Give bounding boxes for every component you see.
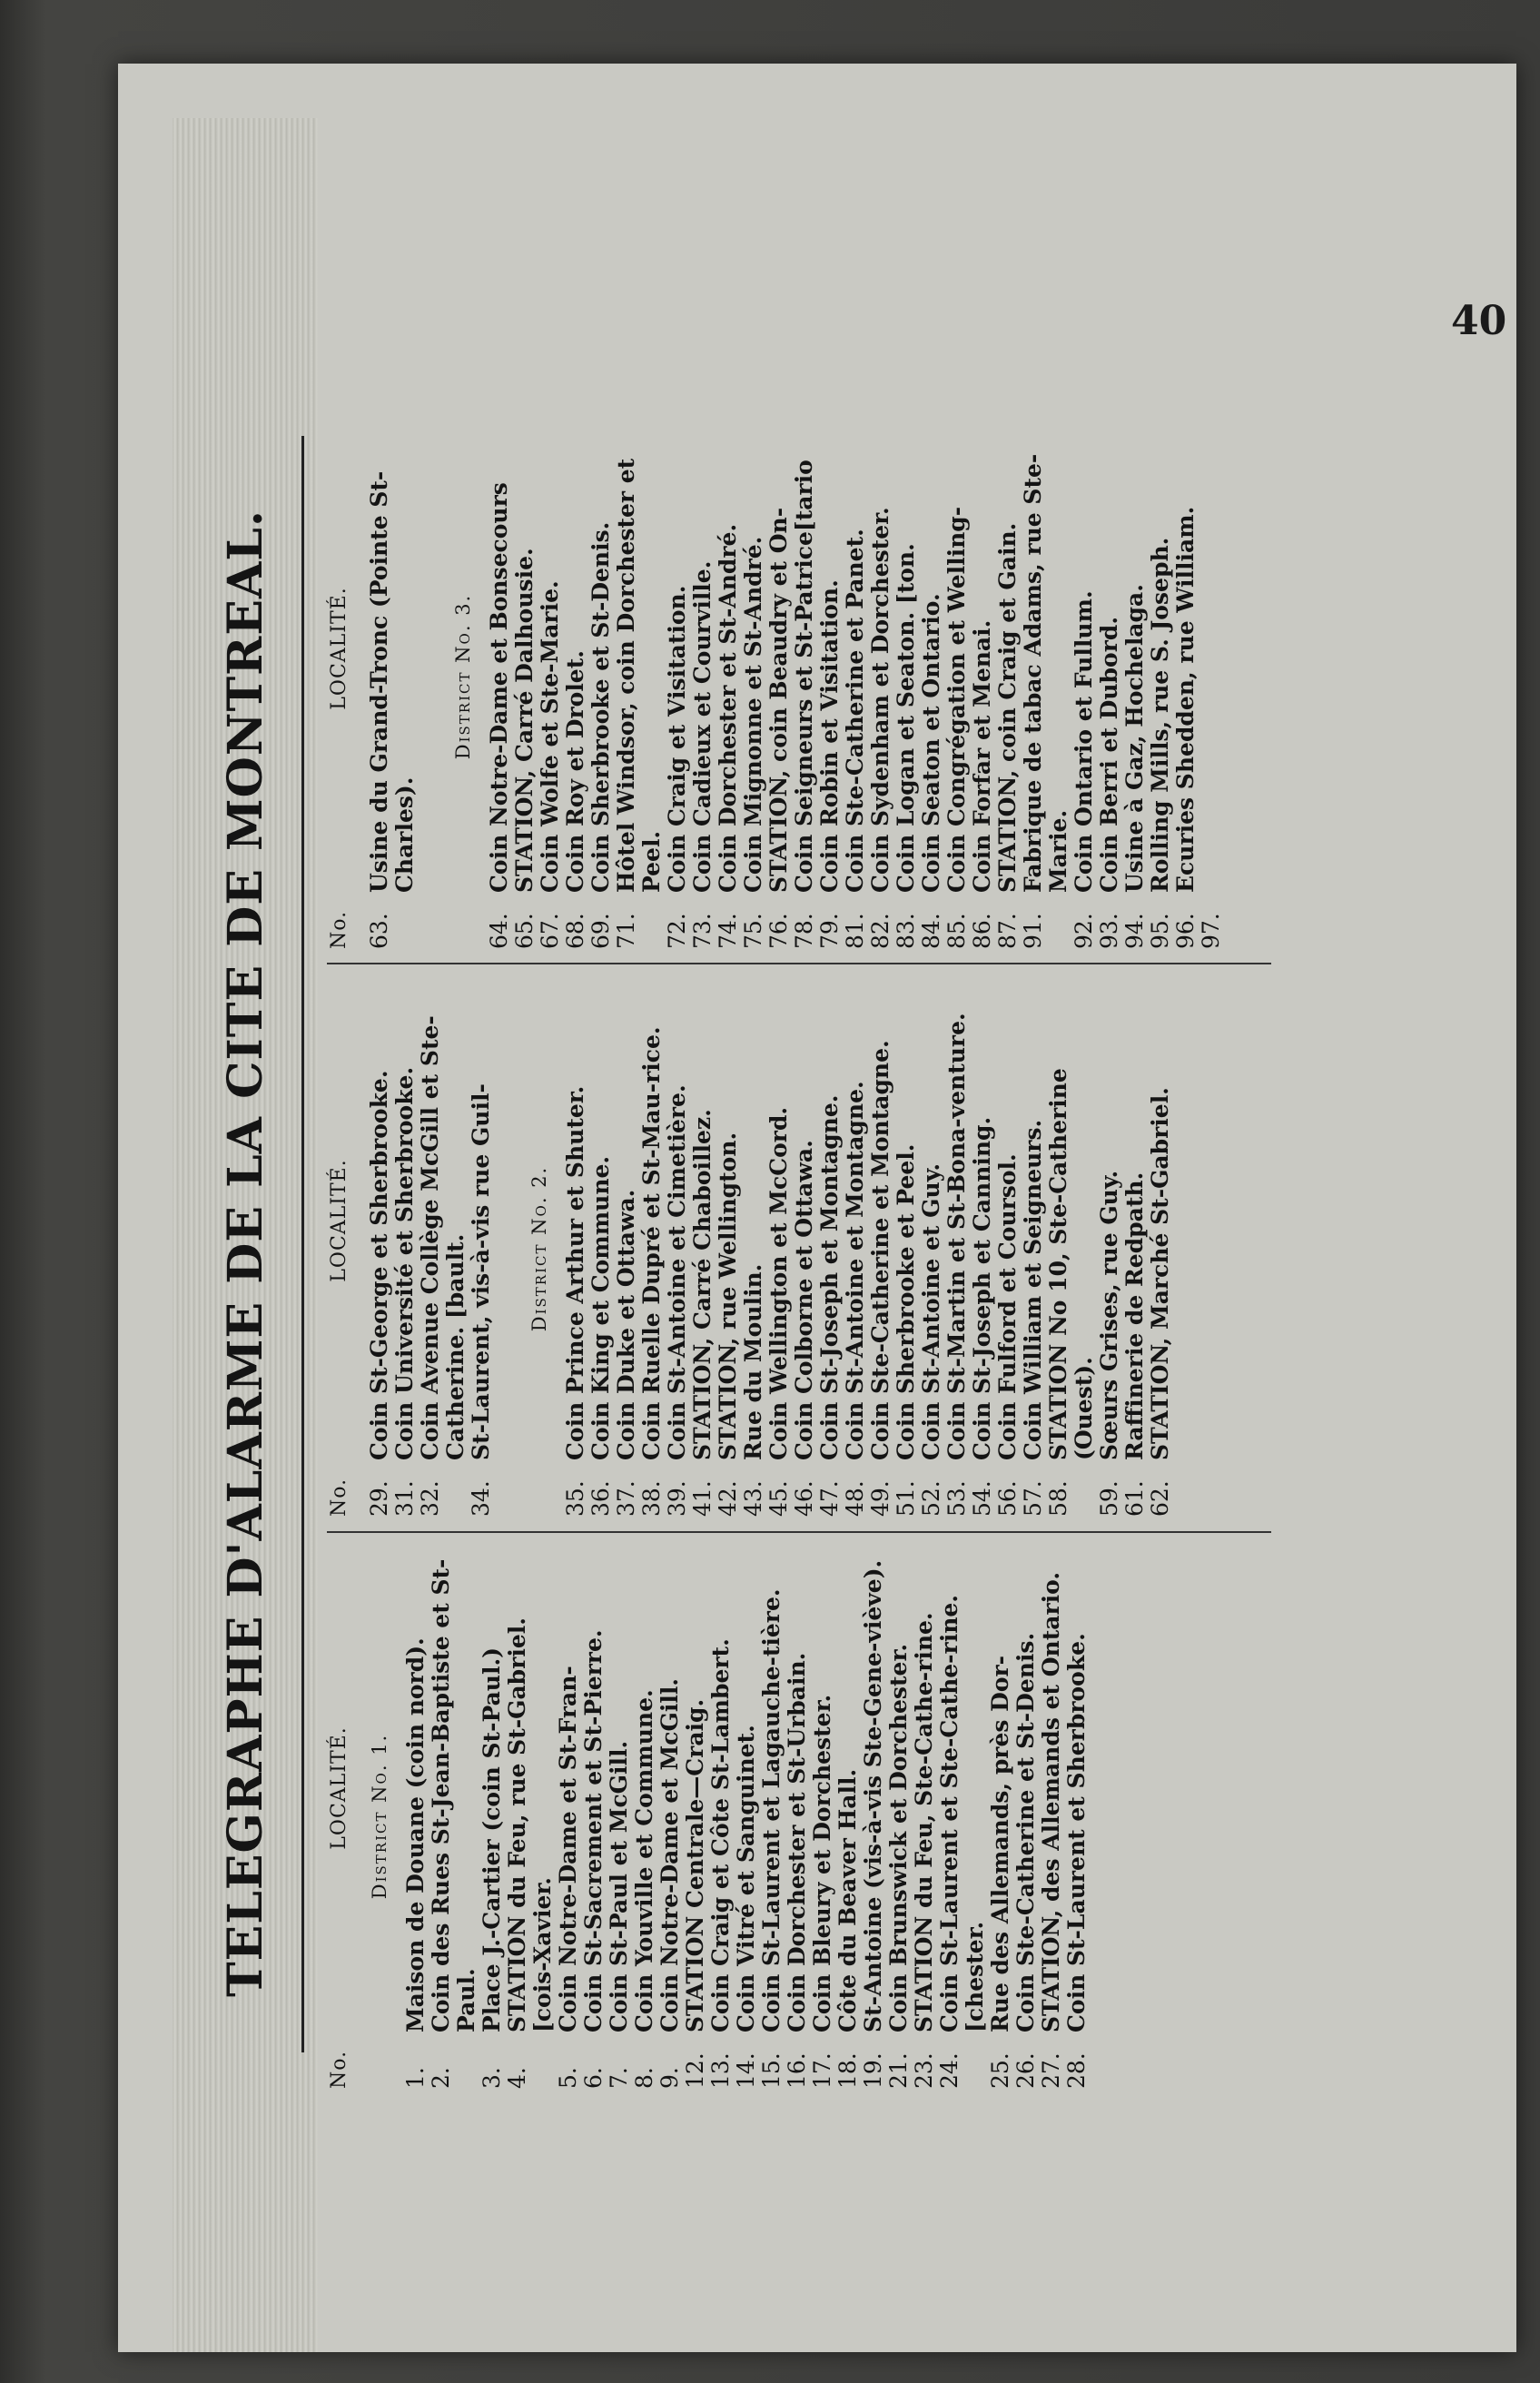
alarm-number: 49.: [867, 1480, 893, 1517]
list-item: [588, 981, 614, 1517]
alarm-location: Coin Vitré et Sanguinet.: [733, 1725, 759, 2032]
alarm-location: Coin Mignonne et St-André.: [740, 536, 766, 893]
rotated-table: [218, 400, 1289, 2107]
list-item: [843, 981, 868, 1517]
alarm-location: Coin Sydenham et Dorchester.: [867, 507, 893, 893]
alarm-location: STATION, rue Wellington.: [715, 1132, 741, 1460]
list-item: [683, 1544, 708, 2089]
alarm-number: 48.: [842, 1480, 868, 1517]
alarm-number: 63.: [366, 913, 392, 949]
alarm-number: 71.: [613, 913, 639, 949]
list-item: [741, 981, 766, 1517]
list-item: [785, 1544, 810, 2089]
alarm-number: 94.: [1121, 913, 1148, 949]
alarm-number: 87.: [994, 913, 1021, 949]
list-item: [734, 1544, 759, 2089]
alarm-location: Côte du Beaver Hall.: [834, 1768, 861, 2032]
alarm-number: 82.: [867, 913, 893, 949]
list-item: [843, 404, 868, 949]
list-item: [469, 981, 494, 1517]
alarm-number: 7.: [606, 2067, 632, 2089]
list-item: [1039, 1544, 1064, 2089]
header-no: No.: [328, 910, 350, 949]
alarm-number: 12.: [682, 2052, 708, 2089]
alarm-location: Coin Cadieux et Courville.: [689, 560, 716, 893]
list-item: [893, 404, 919, 949]
alarm-location: Fabrique de tabac Adams, rue Ste-Marie.: [1020, 453, 1071, 893]
alarm-location: [1199, 404, 1224, 893]
alarm-location: Coin Congrégation et Welling-: [943, 506, 970, 893]
list-item: [1071, 404, 1097, 949]
alarm-location: Coin Notre-Dame et St-Fran-: [555, 1666, 581, 2032]
alarm-number: 32.: [417, 1480, 443, 1517]
list-item: [690, 981, 716, 1517]
column-1: [327, 1544, 1090, 2089]
alarm-location: Coin Fulford et Coursol.: [994, 1153, 1021, 1460]
list-item: [861, 1544, 886, 2089]
alarm-location: Rolling Mills, rue S. Joseph.: [1147, 537, 1173, 893]
list-item: [403, 1544, 429, 2089]
alarm-location: Sœurs Grises, rue Guy.: [1096, 1170, 1122, 1460]
list-item: [944, 981, 970, 1517]
alarm-location: Coin Brunswick et Dorchester.: [885, 1643, 912, 2032]
alarm-location: Coin Berri et Dubord.: [1096, 616, 1122, 893]
alarm-location: Coin Robin et Visitation.: [816, 579, 843, 893]
alarm-location: STATION No 10, Ste-Catherine (Ouest).: [1045, 1068, 1097, 1460]
alarm-location: Coin Université et Sherbrooke.: [391, 1066, 418, 1460]
alarm-location: Coin St-Joseph et Montagne.: [816, 1094, 843, 1460]
list-item: [1122, 981, 1148, 1517]
header-no: No.: [328, 2050, 350, 2089]
list-item: [810, 1544, 835, 2089]
alarm-number: 42.: [715, 1480, 741, 1517]
list-item: [1013, 1544, 1039, 2089]
alarm-location: STATION, Carré Dalhousie.: [511, 548, 538, 893]
list-item: [970, 404, 995, 949]
alarm-number: 18.: [834, 2052, 861, 2089]
alarm-location: Raffinerie de Redpath.: [1121, 1172, 1148, 1460]
alarm-number: 57.: [1020, 1480, 1046, 1517]
list-item: [937, 1544, 988, 2089]
alarm-location: Coin Ste-Catherine et Panet.: [842, 529, 868, 893]
list-item: [912, 1544, 937, 2089]
column-divider-1: [327, 1531, 1271, 1533]
list-item: [766, 404, 792, 949]
header-localite: LOCALITÉ.: [328, 1159, 350, 1282]
alarm-location: Rue du Moulin.: [740, 1263, 766, 1460]
alarm-location: Coin Craig et Côte St-Lambert.: [707, 1638, 734, 2032]
alarm-location: Hôtel Windsor, coin Dorchester et Peel.: [613, 458, 665, 893]
district-heading: District No. 1.: [369, 1733, 390, 1900]
alarm-location: St-Antoine (vis-à-vis Ste-Gene-viève).: [860, 1559, 886, 2032]
alarm-number: 16.: [784, 2052, 810, 2089]
alarm-location: STATION Centrale—Craig.: [682, 1698, 708, 2032]
district-heading: District No. 3.: [452, 593, 474, 760]
alarm-location: Coin Seaton et Ontario.: [918, 593, 944, 893]
list-item: [607, 1544, 632, 2089]
alarm-location: Rue des Allemands, près Dor-: [987, 1655, 1013, 2032]
list-item: [716, 981, 741, 1517]
alarm-number: 59.: [1096, 1480, 1122, 1517]
list-item: [1173, 404, 1199, 949]
alarm-number: 73.: [689, 913, 716, 949]
alarm-number: 1.: [402, 2067, 429, 2089]
list-item: [817, 981, 843, 1517]
alarm-location: Ecuries Shedden, rue William.: [1172, 506, 1199, 893]
list-item: [766, 981, 792, 1517]
alarm-number: 79.: [816, 913, 843, 949]
list-item: [538, 404, 563, 949]
list-item: [995, 981, 1021, 1517]
alarm-number: 24.: [936, 2052, 962, 2089]
list-item: [1199, 404, 1224, 949]
alarm-location: Coin Ontario et Fullum.: [1071, 590, 1097, 893]
column-divider-2: [327, 963, 1271, 964]
alarm-location: STATION, Marché St-Gabriel.: [1147, 1087, 1173, 1460]
alarm-location: Coin William et Seigneurs.: [1020, 1119, 1046, 1460]
block-spacer: [494, 981, 519, 1517]
list-item: [886, 1544, 912, 2089]
alarm-number: 53.: [943, 1480, 970, 1517]
list-item: [479, 1544, 505, 2089]
alarm-number: 72.: [664, 913, 690, 949]
alarm-number: 62.: [1147, 1480, 1173, 1517]
alarm-number: 13.: [707, 2052, 734, 2089]
list-item: [588, 404, 614, 949]
alarm-number: 5.: [555, 2067, 581, 2089]
alarm-location: Coin Wellington et McCord.: [765, 1106, 792, 1460]
alarm-location: STATION du Feu, rue St-Gabriel. [cois-Xavier.: [504, 1617, 556, 2032]
alarm-number: 23.: [911, 2052, 937, 2089]
list-item: [614, 404, 665, 949]
alarm-location: St-Laurent, vis-à-vis rue Guil-: [468, 1083, 494, 1460]
list-item: [835, 1544, 861, 2089]
alarm-location: Coin Prince Arthur et Shuter.: [562, 1085, 588, 1460]
alarm-location: Coin Avenue Collège McGill et Ste-Catherine. [bault.: [417, 1015, 469, 1460]
alarm-number: 96.: [1172, 913, 1199, 949]
alarm-number: 86.: [969, 913, 995, 949]
alarm-number: 67.: [537, 913, 563, 949]
list-item: [1021, 404, 1071, 949]
alarm-location: Coin St-Antoine et Montagne.: [842, 1081, 868, 1460]
list-item: [944, 404, 970, 949]
alarm-number: 8.: [631, 2067, 657, 2089]
list-item: [868, 404, 893, 949]
list-item: [988, 1544, 1013, 2089]
header-no: No.: [328, 1478, 350, 1517]
list-item: [512, 404, 538, 949]
alarm-number: 52.: [918, 1480, 944, 1517]
list-item: [429, 1544, 479, 2089]
alarm-location: STATION, des Allemands et Ontario.: [1038, 1571, 1064, 2032]
list-item: [792, 404, 817, 949]
alarm-location: Coin St-George et Sherbrooke.: [366, 1070, 392, 1460]
alarm-location: Coin St-Antoine et Guy.: [918, 1162, 944, 1460]
list-item: [505, 1544, 556, 2089]
list-item: [639, 981, 665, 1517]
title-rule: [301, 436, 304, 2052]
list-item: [893, 981, 919, 1517]
alarm-number: 51.: [893, 1480, 919, 1517]
list-item: [690, 404, 716, 949]
list-item: [665, 981, 690, 1517]
alarm-number: 38.: [638, 1480, 665, 1517]
alarm-number: 15.: [758, 2052, 785, 2089]
list-item: [563, 981, 588, 1517]
alarm-number: 9.: [656, 2067, 683, 2089]
alarm-location: Coin Ruelle Dupré et St-Mau-rice.: [638, 1026, 665, 1460]
column-header: [327, 404, 352, 949]
alarm-number: 34.: [468, 1480, 494, 1517]
list-item: [708, 1544, 734, 2089]
list-item: [741, 404, 766, 949]
alarm-location: Coin Notre-Dame et McGill.: [656, 1677, 683, 2032]
alarm-number: 58.: [1045, 1480, 1071, 1517]
alarm-number: 56.: [994, 1480, 1021, 1517]
list-item: [632, 1544, 657, 2089]
alarm-number: 74.: [715, 913, 741, 949]
list-item: [1148, 981, 1173, 1517]
header-localite: LOCALITÉ.: [328, 1726, 350, 1850]
list-item: [970, 981, 995, 1517]
list-item: [1097, 981, 1122, 1517]
alarm-number: 65.: [511, 913, 538, 949]
alarm-location: Coin des Rues St-Jean-Baptiste et St-Paul.: [428, 1558, 479, 2032]
alarm-number: 83.: [893, 913, 919, 949]
alarm-number: 91.: [1020, 913, 1046, 949]
alarm-number: 97.: [1198, 913, 1224, 949]
list-item: [1122, 404, 1148, 949]
alarm-number: 81.: [842, 913, 868, 949]
list-item: [1148, 404, 1173, 949]
alarm-number: 21.: [885, 2052, 912, 2089]
alarm-number: 2.: [428, 2067, 454, 2089]
list-item: [392, 981, 418, 1517]
alarm-location: Coin Duke et Ottawa.: [613, 1189, 639, 1460]
alarm-number: 28.: [1063, 2052, 1090, 2089]
page-title: TELEGRAPHE D'ALARME DE LA CITE DE MONTREAL.: [218, 509, 273, 1998]
column-header: [327, 1544, 352, 2089]
alarm-location: Coin Craig et Visitation.: [664, 585, 690, 893]
alarm-number: 78.: [791, 913, 817, 949]
alarm-number: 14.: [733, 2052, 759, 2089]
alarm-location: Place J.-Cartier (coin St-Paul.): [479, 1647, 505, 2032]
alarm-location: Coin Bleury et Dorchester.: [809, 1694, 835, 2032]
alarm-number: 92.: [1071, 913, 1097, 949]
alarm-number: 41.: [689, 1480, 716, 1517]
list-item: [665, 404, 690, 949]
alarm-location: STATION, Carré Chaboillez.: [689, 1109, 716, 1460]
list-item: [868, 981, 893, 1517]
alarm-number: 93.: [1096, 913, 1122, 949]
alarm-location: Coin Colborne et Ottawa.: [791, 1140, 817, 1460]
alarm-location: Coin Wolfe et Ste-Marie.: [537, 580, 563, 893]
alarm-number: 61.: [1121, 1480, 1148, 1517]
alarm-number: 43.: [740, 1480, 766, 1517]
alarm-number: 36.: [587, 1480, 614, 1517]
list-item: [614, 981, 639, 1517]
alarm-number: 37.: [613, 1480, 639, 1517]
alarm-number: 85.: [943, 913, 970, 949]
alarm-location: Coin King et Commune.: [587, 1155, 614, 1460]
column-header: [327, 981, 352, 1517]
alarm-location: STATION, coin Beaudry et On-: [765, 507, 792, 893]
block-spacer: [418, 404, 443, 949]
alarm-location: Usine à Gaz, Hochelaga.: [1121, 584, 1148, 893]
alarm-location: Coin St-Laurent et Lagauche-tière.: [758, 1588, 785, 2032]
alarm-number: 54.: [969, 1480, 995, 1517]
list-item: [759, 1544, 785, 2089]
district-heading: District No. 2.: [528, 1165, 550, 1332]
list-item: [563, 404, 588, 949]
page-number: 40: [1451, 298, 1507, 344]
list-item: [817, 404, 843, 949]
alarm-number: 27.: [1038, 2052, 1064, 2089]
alarm-number: 25.: [987, 2052, 1013, 2089]
alarm-number: 3.: [479, 2067, 505, 2089]
list-item: [581, 1544, 607, 2089]
alarm-number: 35.: [562, 1480, 588, 1517]
alarm-number: 46.: [791, 1480, 817, 1517]
list-item: [919, 981, 944, 1517]
alarm-location: Coin Ste-Catherine et Montagne.: [867, 1040, 893, 1460]
alarm-location: Coin St-Martin et St-Bona-venture.: [943, 1013, 970, 1460]
alarm-number: 45.: [765, 1480, 792, 1517]
list-item: [1097, 404, 1122, 949]
list-item: [1046, 981, 1097, 1517]
alarm-number: 6.: [580, 2067, 607, 2089]
column-2: [327, 981, 1173, 1517]
list-item: [556, 1544, 581, 2089]
header-localite: LOCALITÉ.: [328, 587, 350, 710]
alarm-location: Maison de Douane (coin nord).: [402, 1637, 429, 2032]
list-item: [367, 981, 392, 1517]
list-item: [657, 1544, 683, 2089]
alarm-number: 19.: [860, 2052, 886, 2089]
alarm-location: Coin Logan et Seaton. [ton.: [893, 543, 919, 893]
alarm-location: Coin Roy et Drolet.: [562, 650, 588, 893]
alarm-number: 69.: [587, 913, 614, 949]
alarm-number: 68.: [562, 913, 588, 949]
alarm-number: 4.: [504, 2067, 530, 2089]
alarm-number: 76.: [765, 913, 792, 949]
alarm-number: 39.: [664, 1480, 690, 1517]
alarm-location: Coin St-Laurent et Ste-Cathe-rine. [chester.: [936, 1595, 988, 2032]
alarm-location: STATION, coin Craig et Gain.: [994, 522, 1021, 893]
list-item: [792, 981, 817, 1517]
list-item: [487, 404, 512, 949]
alarm-number: 47.: [816, 1480, 843, 1517]
alarm-number: 84.: [918, 913, 944, 949]
alarm-location: Coin Notre-Dame et Bonsecours: [486, 482, 512, 893]
alarm-location: Coin St-Paul et McGill.: [606, 1740, 632, 2032]
list-item: [1021, 981, 1046, 1517]
alarm-location: Coin St-Antoine et Cimetière.: [664, 1084, 690, 1460]
alarm-number: 29.: [366, 1480, 392, 1517]
alarm-location: Coin Sherbrooke et St-Denis.: [587, 521, 614, 893]
alarm-location: Coin St-Laurent et Sherbrooke.: [1063, 1633, 1090, 2032]
list-item: [367, 404, 418, 949]
alarm-location: Coin St-Joseph et Canning.: [969, 1116, 995, 1460]
alarm-location: Coin St-Sacrement et St-Pierre.: [580, 1629, 607, 2032]
column-3: [327, 404, 1224, 949]
alarm-location: Coin Sherbrooke et Peel.: [893, 1143, 919, 1460]
alarm-number: 31.: [391, 1480, 418, 1517]
alarm-location: Coin Youville et Commune.: [631, 1689, 657, 2032]
list-item: [1064, 1544, 1090, 2089]
list-item: [995, 404, 1021, 949]
alarm-location: Usine du Grand-Tronc (Pointe St-Charles).: [366, 470, 418, 893]
alarm-number: 75.: [740, 913, 766, 949]
alarm-location: Coin Dorchester et St-André.: [715, 523, 741, 893]
alarm-location: STATION du Feu, Ste-Cathe-rine.: [911, 1612, 937, 2032]
alarm-number: 17.: [809, 2052, 835, 2089]
list-item: [418, 981, 469, 1517]
alarm-number: 26.: [1012, 2052, 1039, 2089]
list-item: [919, 404, 944, 949]
alarm-number: 95.: [1147, 913, 1173, 949]
alarm-location: Coin Forfar et Menai.: [969, 619, 995, 893]
alarm-location: Coin Seigneurs et St-Patrice[tario: [791, 460, 817, 893]
alarm-location: Coin Ste-Catherine et St-Denis.: [1012, 1632, 1039, 2032]
alarm-number: 64.: [486, 913, 512, 949]
list-item: [716, 404, 741, 949]
alarm-location: Coin Dorchester et St-Urbain.: [784, 1652, 810, 2032]
